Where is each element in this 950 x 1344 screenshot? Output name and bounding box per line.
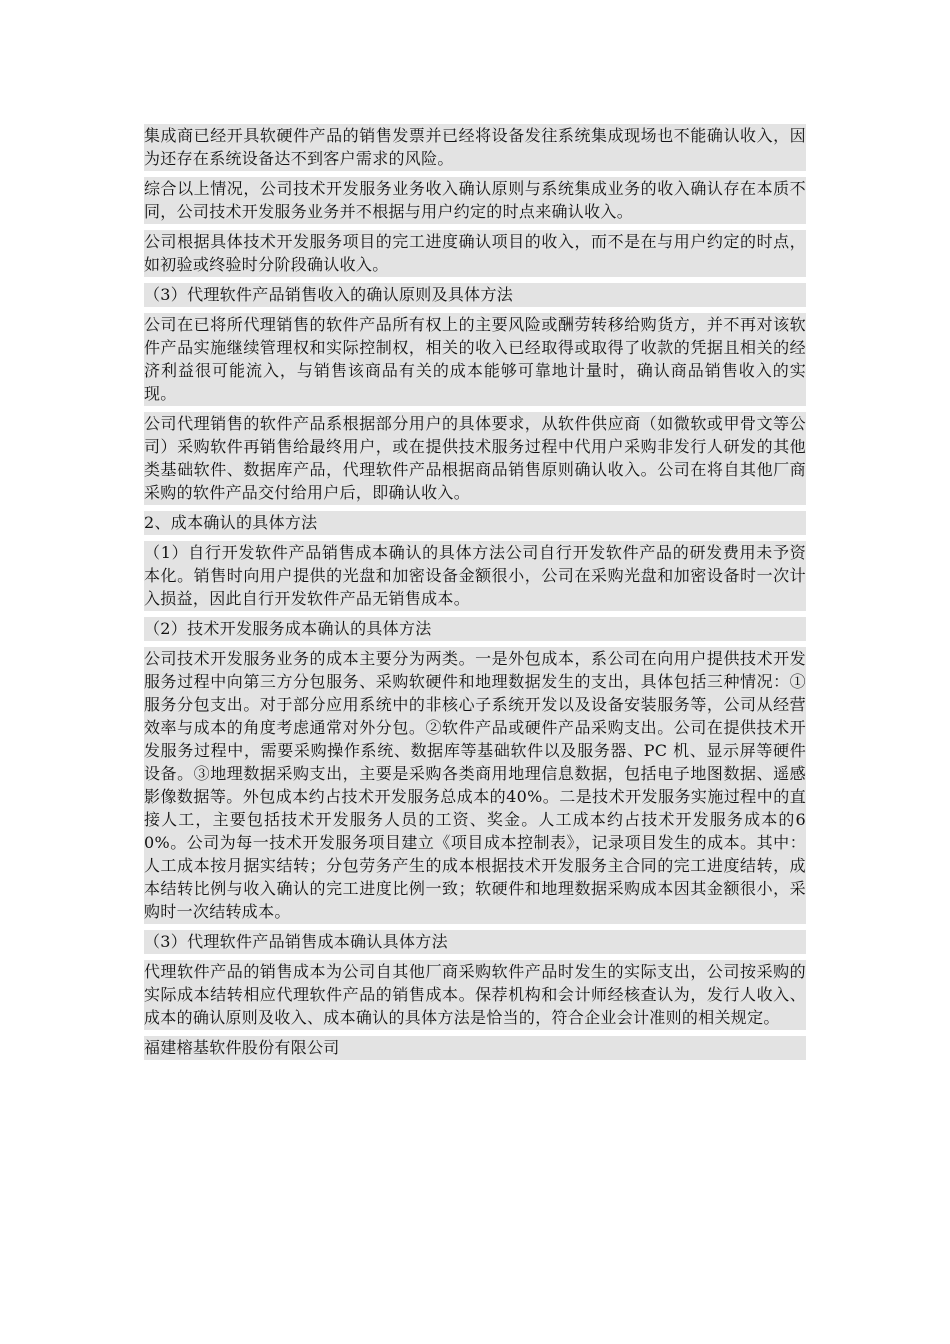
paragraph-6: （1）自行开发软件产品销售成本确认的具体方法公司自行开发软件产品的研发费用未予资本化。销售时向用户提供的光盘和加密设备金额很小，公司在采购光盘和加密设备时一次计入损益，因此自行开发软件产品无销售成本。 xyxy=(144,541,806,611)
paragraph-3: 公司根据具体技术开发服务项目的完工进度确认项目的收入，而不是在与用户约定的时点，如初验或终验时分阶段确认收入。 xyxy=(144,230,806,277)
paragraph-8: 代理软件产品的销售成本为公司自其他厂商采购软件产品时发生的实际支出，公司按采购的实际成本结转相应代理软件产品的销售成本。保荐机构和会计师经核查认为，发行人收入、成本的确认原则及收入、成本确认的具体方法是恰当的，符合企业会计准则的相关规定。 xyxy=(144,960,806,1030)
section-heading-cost-3: （3）代理软件产品销售成本确认具体方法 xyxy=(144,930,806,954)
section-heading-cost: 2、成本确认的具体方法 xyxy=(144,511,806,535)
section-heading-cost-2: （2）技术开发服务成本确认的具体方法 xyxy=(144,617,806,641)
section-heading-revenue-3: （3）代理软件产品销售收入的确认原则及具体方法 xyxy=(144,283,806,307)
paragraph-2: 综合以上情况，公司技术开发服务业务收入确认原则与系统集成业务的收入确认存在本质不同，公司技术开发服务业务并不根据与用户约定的时点来确认收入。 xyxy=(144,177,806,224)
paragraph-5: 公司代理销售的软件产品系根据部分用户的具体要求，从软件供应商（如微软或甲骨文等公司）采购软件再销售给最终用户，或在提供技术服务过程中代用户采购非发行人研发的其他类基础软件、数据库产品，代理软件产品根据商品销售原则确认收入。公司在将自其他厂商采购的软件产品交付给用户后，即确认收入。 xyxy=(144,412,806,505)
document-page xyxy=(144,124,806,1066)
company-name: 福建榕基软件股份有限公司 xyxy=(144,1036,806,1060)
paragraph-4: 公司在已将所代理销售的软件产品所有权上的主要风险或酬劳转移给购货方，并不再对该软件产品实施继续管理权和实际控制权，相关的收入已经取得或取得了收款的凭据且相关的经济利益很可能流入，与销售该商品有关的成本能够可靠地计量时，确认商品销售收入的实现。 xyxy=(144,313,806,406)
paragraph-7: 公司技术开发服务业务的成本主要分为两类。一是外包成本，系公司在向用户提供技术开发服务过程中向第三方分包服务、采购软硬件和地理数据发生的支出，具体包括三种情况：①服务分包支出。对于部分应用系统中的非核心子系统开发以及设备安装服务等，公司从经营效率与成本的角度考虑通常对外分包。②软件产品或硬件产品采购支出。公司在提供技术开发服务过程中，需要采购操作系统、数据库等基础软件以及服务器、PC 机、显示屏等硬件设备。③地理数据采购支出，主要是采购各类商用地理信息数据，包括电子地图数据、遥感影像数据等。外包成本约占技术开发服务总成本的40%。二是技术开发服务实施过程中的直接人工，主要包括技术开发服务人员的工资、奖金。人工成本约占技术开发服务成本的60%。公司为每一技术开发服务项目建立《项目成本控制表》，记录项目发生的成本。其中：人工成本按月据实结转；分包劳务产生的成本根据技术开发服务主合同的完工进度结转，成本结转比例与收入确认的完工进度比例一致；软硬件和地理数据采购成本因其金额很小，采购时一次结转成本。 xyxy=(144,647,806,924)
paragraph-1: 集成商已经开具软硬件产品的销售发票并已经将设备发往系统集成现场也不能确认收入，因为还存在系统设备达不到客户需求的风险。 xyxy=(144,124,806,171)
